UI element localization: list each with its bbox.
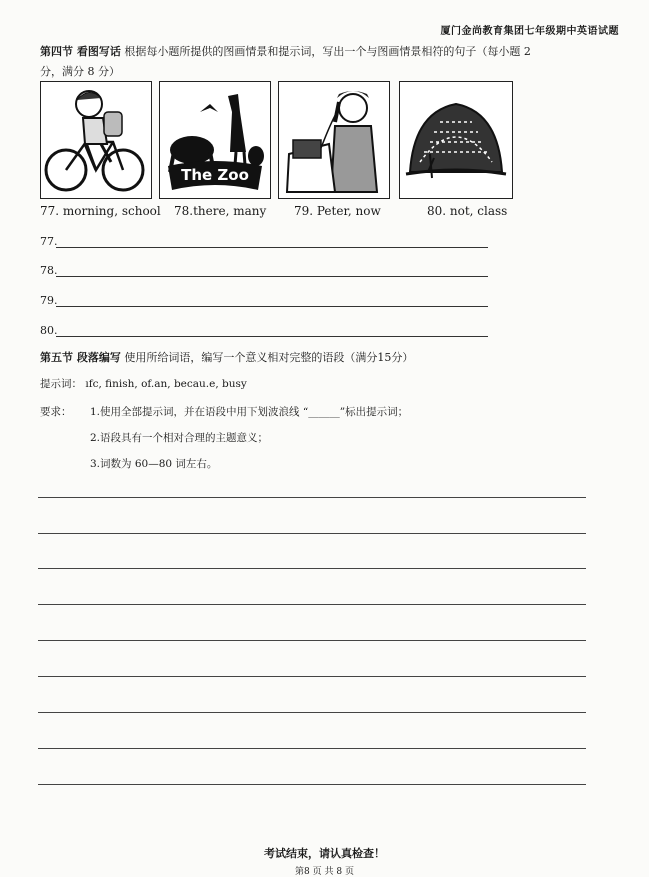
writing-line[interactable] (38, 604, 586, 605)
hint-words-row (40, 376, 247, 391)
hint-words: ıfc, finish, of.an, becau.e, busy (85, 378, 247, 390)
picture-78-zoo (159, 81, 271, 199)
section5-text: 使用所给词语，编写一个意义相对完整的语段（满分15分） (124, 351, 414, 364)
writing-line[interactable] (38, 784, 586, 785)
answer-number: 80. (40, 324, 58, 337)
caption-80: 80. not, class (427, 204, 508, 218)
bicycle-boy-illustration (41, 82, 151, 198)
section4-text: 根据每小题所提供的图画情景和提示词，写出一个与图画情景相符的句子（每小题 2 (124, 45, 531, 58)
answer-line-78[interactable] (56, 276, 488, 277)
section4-title: 第四节 看图写话 (40, 45, 121, 58)
section4-instruction (40, 42, 615, 82)
answer-line-80[interactable] (56, 336, 488, 337)
writing-line[interactable] (38, 497, 586, 498)
writing-line[interactable] (38, 640, 586, 641)
page-number: 第8 页 共 8 页 (295, 867, 354, 877)
picture-80-dome (399, 81, 513, 199)
writing-line[interactable] (38, 533, 586, 534)
answer-number: 78. (40, 264, 58, 277)
exam-end-notice: 考试结束，请认真检查！ (264, 847, 385, 860)
caption-78: 78.there, many (174, 204, 267, 218)
writing-line[interactable] (38, 712, 586, 713)
writing-line[interactable] (38, 568, 586, 569)
answer-number: 77. (40, 235, 58, 248)
caption-79: 79. Peter, now (294, 204, 381, 218)
writing-line[interactable] (38, 676, 586, 677)
requirement-item: 1.使用全部提示词，并在语段中用下划波浪线 “______”标出提示词； (90, 406, 409, 418)
caption-77: 77. morning, school (40, 204, 161, 218)
answer-line-77[interactable] (56, 247, 488, 248)
picture-79-man-phone (278, 81, 390, 199)
zoo-sign-text: The Zoo (181, 166, 249, 184)
answer-line-79[interactable] (56, 306, 488, 307)
dome-illustration (400, 82, 512, 198)
hint-label: 提示词： (40, 378, 82, 390)
section4-text-cont: 分，满分 8 分） (40, 65, 120, 78)
picture-77-boy-cycling (40, 81, 152, 199)
requirement-item: 2.语段具有一个相对合理的主题意义； (90, 432, 269, 444)
zoo-animals-illustration (160, 82, 270, 198)
requirement-item: 3.词数为 60—80 词左右。 (90, 458, 218, 470)
answer-number: 79. (40, 294, 58, 307)
exam-header: 厦门金尚教育集团七年级期中英语试题 (440, 26, 619, 37)
requirement-label: 要求： (40, 406, 72, 418)
section5-instruction (40, 349, 413, 365)
phone-call-illustration (279, 82, 389, 198)
writing-line[interactable] (38, 748, 586, 749)
section5-title: 第五节 段落编写 (40, 351, 121, 364)
